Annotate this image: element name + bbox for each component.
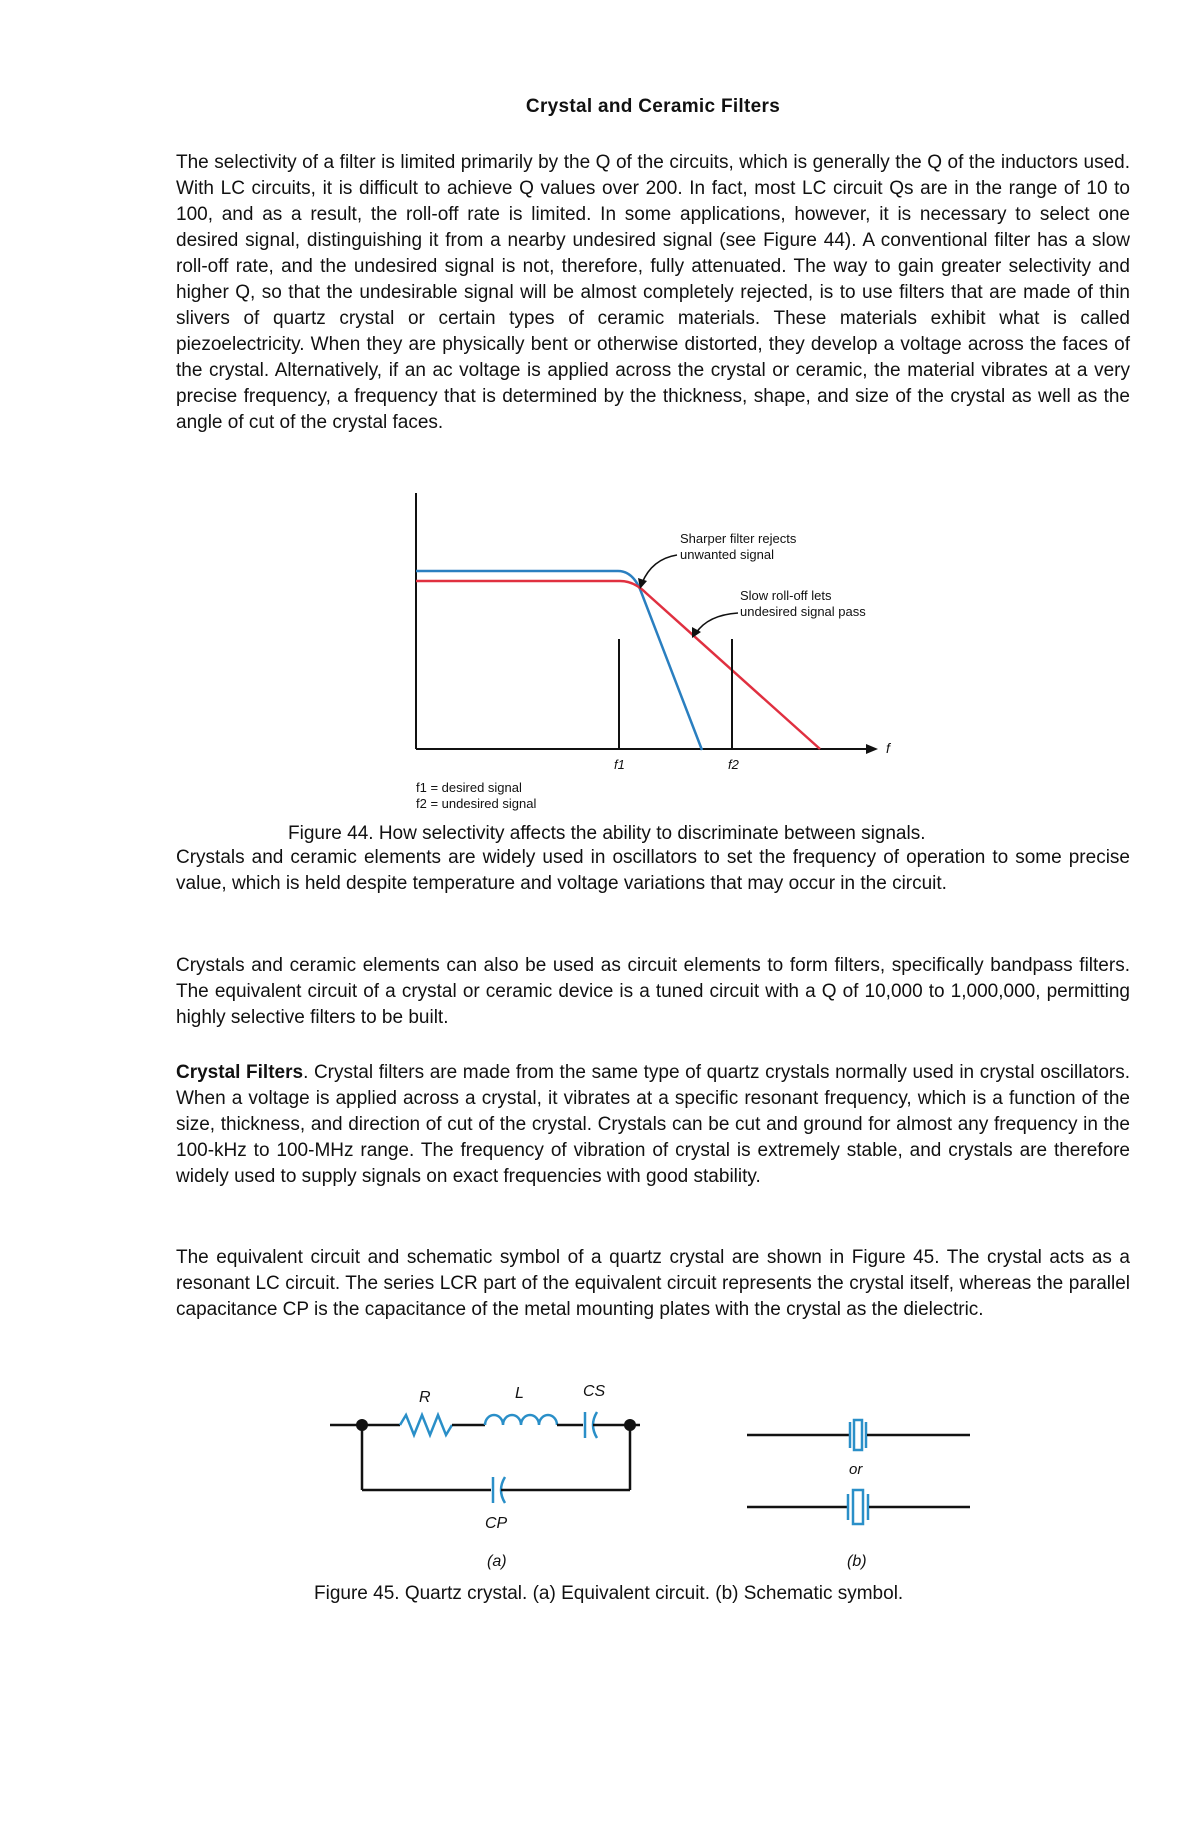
resistor-symbol xyxy=(400,1415,452,1435)
crystal-filters-text: . Crystal filters are made from the same type of quartz crystals normally used in crystal oscillators. When a voltage is applied across a crystal, it vibrates at a specific resonant frequency, which is a function of the size, thickness, and direction of cut of the crystal. Crystals can be cut and ground for almost any frequency in the 100-kHz to 100-MHz range. The frequency of vibration of crystal is extremely stable, and crystals are therefore widely used to supply signals on exact frequencies with good stability. xyxy=(176,1062,1130,1187)
label-b: (b) xyxy=(847,1553,867,1570)
slow-annotation-arrow xyxy=(696,613,738,633)
paragraph-oscillators: Crystals and ceramic elements are widely used in oscillators to set the frequency of operation to some precise value, which is held despite temperature and voltage variations that may occur in the circuit. xyxy=(176,847,1130,894)
label-r: R xyxy=(419,1389,431,1406)
crystal-symbol-1-body xyxy=(854,1420,862,1450)
legend-f1: f1 = desired signal xyxy=(416,780,522,795)
figure-44-graph xyxy=(400,485,920,815)
inductor-symbol xyxy=(485,1415,557,1425)
paragraph-crystal-filters xyxy=(176,1060,1130,1190)
label-cp: CP xyxy=(485,1515,508,1532)
crystal-symbol-2-body xyxy=(853,1490,863,1524)
paragraph-bandpass: Crystals and ceramic elements can also be used as circuit elements to form filters, specifically bandpass filters. The equivalent circuit of a crystal or ceramic device is a tuned circuit with a Q of 10,000 to 1,000,000, permitting highly selective filters to be built. xyxy=(176,955,1130,1028)
figure-45-caption: Figure 45. Quartz crystal. (a) Equivalent circuit. (b) Schematic symbol. xyxy=(314,1583,904,1604)
page-title: Crystal and Ceramic Filters xyxy=(525,96,781,117)
paragraph-equivalent-circuit: The equivalent circuit and schematic symbol of a quartz crystal are shown in Figure 45. The crystal acts as a resonant LC circuit. The series LCR part of the equivalent circuit represents the crystal itself, whereas the parallel capacitance CP is the capacitance of the metal mounting plates with the crystal as the dielectric. xyxy=(176,1247,1130,1320)
label-l: L xyxy=(515,1385,524,1402)
sharp-annotation-line1: Sharper filter rejects xyxy=(680,531,797,546)
f2-tick-label: f2 xyxy=(728,757,739,772)
sharp-filter-curve xyxy=(416,571,702,750)
legend-f2: f2 = undesired signal xyxy=(416,796,537,811)
f-axis-label: f xyxy=(886,740,890,756)
paragraph-selectivity: The selectivity of a filter is limited primarily by the Q of the circuits, which is generally the Q of the inductors used. With LC circuits, it is difficult to achieve Q values over 200. In fact, most LC circuit Qs are in the range of 10 to 100, and as a result, the roll-off rate is limited. In some applications, however, it is necessary to select one desired signal, distinguishing it from a nearby undesired signal (see Figure 44). A conventional filter has a slow roll-off rate, and the undesired signal is not, therefore, fully attenuated. The way to gain greater selectivity and higher Q, so that the undesirable signal will be almost completely rejected, is to use filters that are made of thin slivers of quartz crystal or certain types of ceramic materials. These materials exhibit what is called piezoelectricity. When they are physically bent or otherwise distorted, they develop a voltage across the faces of the crystal. Alternatively, if an ac voltage is applied across the crystal or ceramic, the material vibrates at a very precise frequency, a frequency that is determined by the thickness, shape, and size of the crystal as well as the angle of cut of the crystal faces. xyxy=(176,152,1130,433)
sharp-annotation-line2: unwanted signal xyxy=(680,547,774,562)
label-cs: CS xyxy=(583,1383,606,1400)
x-axis-arrow xyxy=(866,744,878,754)
label-or: or xyxy=(849,1461,863,1478)
f1-tick-label: f1 xyxy=(614,757,625,772)
figure-45-circuit xyxy=(325,1370,985,1570)
label-a: (a) xyxy=(487,1553,507,1570)
figure-44-caption: Figure 44. How selectivity affects the ability to discriminate between signals. xyxy=(288,823,926,844)
slow-annotation-line1: Slow roll-off lets xyxy=(740,588,832,603)
slow-annotation-line2: undesired signal pass xyxy=(740,604,866,619)
crystal-filters-heading: Crystal Filters xyxy=(176,1062,304,1083)
sharp-annotation-arrow xyxy=(642,555,677,583)
